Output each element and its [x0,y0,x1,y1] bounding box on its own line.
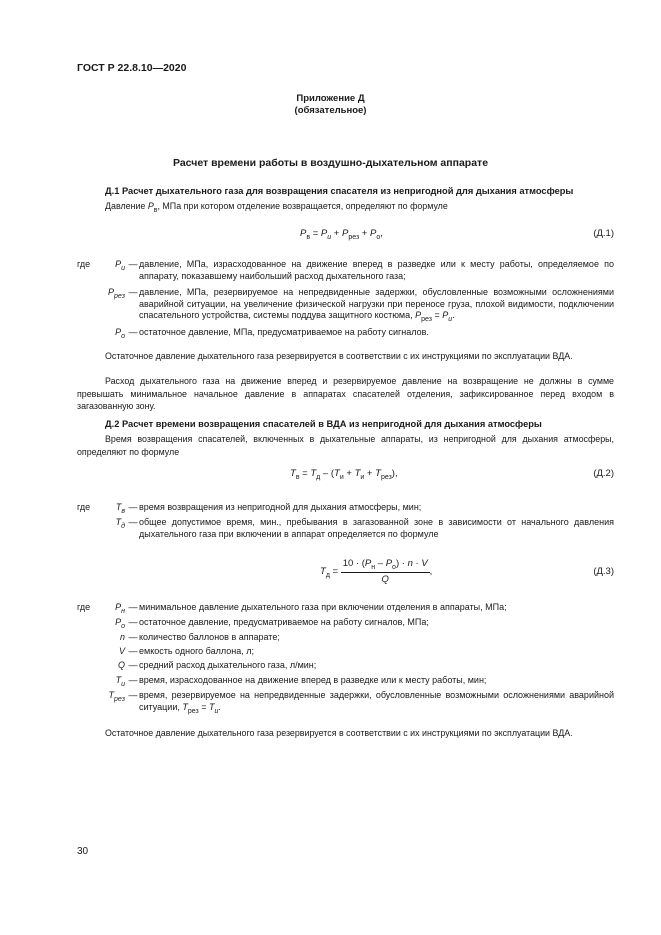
definition-p-reserve: $P_{рез}$ — давление, МПа, резервируемое на непредвиденные задержки, обусловленные возможными осложнениями аварийной ситуации, на увеличение физической нагрузки при переносе груза, плохой видимости, подключении спасательного устройства, системы поддува защитного костюма, $P_{рез} = P_и$. [108,287,614,323]
section-heading-d1: Д.1 Расчет дыхательного газа для возвращения спасателя из непригодной для дыхания атмосферы [105,186,574,196]
document-code: ГОСТ Р 22.8.10—2020 [77,62,187,74]
paragraph-residual-pressure: Остаточное давление дыхательного газа резервируется в соответствии с их инструкциями по эксплуатации ВДА. [105,351,573,361]
definition-t-used: $T_и$ — время, израсходованное на движение вперед в разведке или к месту работы, мин; [115,675,487,688]
definition-p-min: где $P_н$ — минимальное давление дыхательного газа при включении отделения в аппараты, МПа; [77,602,507,615]
definition-q: Q — средний расход дыхательного газа, л/мин; [117,660,317,670]
definition-t-reserve: $T_{рез}$ — время, резервируемое на непредвиденные задержки, обусловленные возможными осложнениями аварийной ситуации, $T_{рез} = T_и$. [108,690,614,715]
appendix-status: (обязательное) [294,105,367,116]
formula-d2: $T_в = T_д - (T_и + T_и + T_{рез})$, [290,468,398,481]
paragraph-consumption: Расход дыхательного газа на движение вперед и резервируемое давление на возвращение не должны в сумме превышать минимальное начальное давление в аппаратах спасателей отделения, зафиксированное перед входом в загазованную зону. [77,376,614,411]
section-intro-d1: Давление $P_в$, МПа при котором отделение возвращается, определяют по формуле [105,201,448,214]
page-title: Расчет времени работы в воздушно-дыхательном аппарате [172,157,489,169]
where-label: где [77,259,91,269]
definition-p-residual: $P_о$ — остаточное давление, МПа, предусматриваемое на работу сигналов. [115,327,429,340]
appendix-title: Приложение Д [296,93,365,104]
equation-number-d1: (Д.1) [593,228,614,239]
section-heading-d2: Д.2 Расчет времени возвращения спасателей в ВДА из непригодной для дыхания атмосферы [105,419,542,429]
equation-number-d2: (Д.2) [593,468,614,479]
definition-t-return: где $T_в$ — время возвращения из непригодной для дыхания атмосферы, мин; [77,502,422,515]
formula-d3: $T_д$ = $\frac{10 \cdot (P_н - P_о) \cdot n \cdot V}{Q}$ , [320,558,433,585]
definition-v: V — емкость одного баллона, л; [118,646,254,656]
section-intro-d2: Время возвращения спасателей, включенных в дыхательные аппараты, из непригодной для дыхания атмосферы, определяют по формуле [77,434,614,457]
definition-n: n — количество баллонов в аппарате; [119,632,280,642]
formula-d1: $P_в = P_и + P_{рез} + P_о$, [300,228,383,241]
equation-number-d3: (Д.3) [593,566,614,577]
paragraph-residual-pressure-2: Остаточное давление дыхательного газа резервируется в соответствии с их инструкциями по эксплуатации ВДА. [105,728,573,738]
definition-t-allowed: $T_д$ — общее допустимое время, мин., пребывания в загазованной зоне в зависимости от начального давления дыхательного газа при включении в аппарат определяется по формуле [115,517,614,539]
definition-p-used: где $P_и$ — давление, МПа, израсходованное на движение вперед в разведке или к месту работы, определяемое по аппарату, показавшему наибольший расход дыхательного газа; [77,259,614,281]
page-number: 30 [77,846,89,857]
definition-p-residual-2: $P_о$ — остаточное давление, предусматриваемое на работу сигналов, МПа; [115,617,429,630]
